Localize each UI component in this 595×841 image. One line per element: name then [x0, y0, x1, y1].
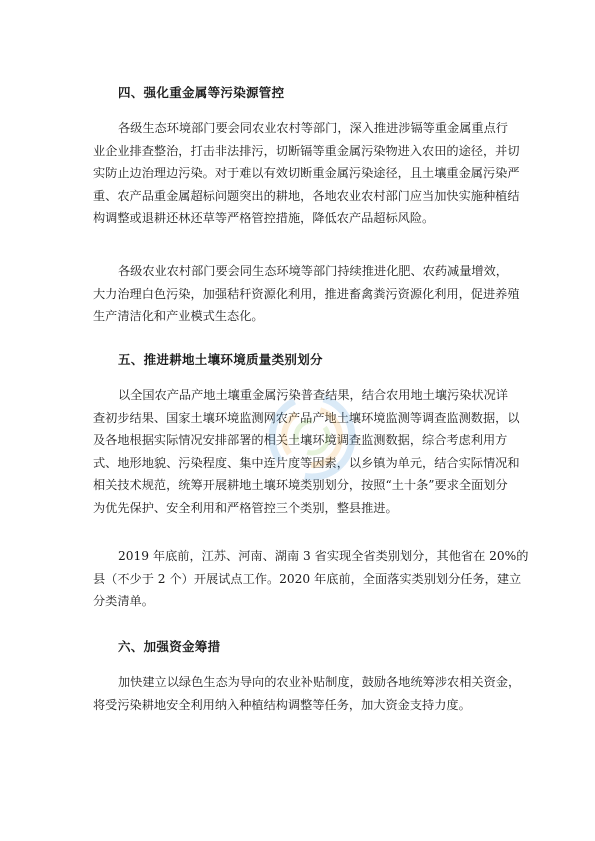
text-line: 各级农业农村部门要会同生态环境等部门持续推进化肥、农药减量增效，	[118, 264, 508, 278]
text-line: 分类清单。	[93, 594, 154, 609]
text-line: 式、地形地貌、污染程度、集中连片度等因素，以乡镇为单元，结合实际情况和	[93, 455, 520, 470]
text-line: 生产清洁化和产业模式生态化。	[93, 309, 264, 324]
text-line: 2019 年底前，江苏、河南、湖南 3 省实现全省类别划分，其他省在 20%的	[118, 549, 529, 563]
section-heading-4: 四、强化重金属等污染源管控	[118, 85, 285, 100]
text-line: 重、农产品重金属超标问题突出的耕地，各地农业农村部门应当加快实施种植结	[93, 188, 520, 203]
paragraph-6-1	[93, 671, 521, 716]
paragraph-4-2	[93, 260, 520, 328]
text-line: 加快建立以绿色生态为导向的农业补贴制度，鼓励各地统筹涉农相关资金，	[118, 675, 521, 689]
text-line: 相关技术规范，统筹开展耕地土壤环境类别划分，按照“土十条”要求全面划分	[93, 478, 508, 493]
text-line: 查初步结果、国家土壤环境监测网农产品产地土壤环境监测等调查监测数据，以	[93, 410, 520, 425]
section-heading-5: 五、推进耕地土壤环境质量类别划分	[118, 352, 323, 367]
text-line: 大力治理白色污染，加强秸秆资源化利用，推进畜禽粪污资源化利用，促进养殖	[93, 286, 520, 301]
section-heading-6: 六、加强资金筹措	[118, 639, 221, 654]
text-line: 业企业排查整治，打击非法排污，切断镉等重金属污染物进入农田的途径，并切	[93, 143, 520, 158]
text-line: 各级生态环境部门要会同农业农村等部门，深入推进涉镉等重金属重点行	[118, 121, 508, 135]
paragraph-4-1	[93, 117, 520, 230]
paragraph-5-2	[93, 545, 529, 613]
text-line: 以全国农产品产地土壤重金属污染普查结果，结合农用地土壤污染状况详	[118, 388, 508, 402]
text-line: 为优先保护、安全利用和严格管控三个类别，整县推进。	[93, 500, 398, 515]
text-line: 县（不少于 2 个）开展试点工作。2020 年底前，全面落实类别划分任务，建立	[93, 571, 522, 586]
text-line: 及各地根据实际情况安排部署的相关土壤环境调查监测数据，综合考虑利用方	[93, 433, 508, 448]
text-line: 构调整或退耕还林还草等严格管控措施，降低农产品超标风险。	[93, 211, 435, 226]
text-line: 将受污染耕地安全利用纳入种植结构调整等任务，加大资金支持力度。	[93, 697, 471, 712]
text-line: 实防止边治理边污染。对于难以有效切断重金属污染途径，且土壤重金属污染严	[93, 166, 520, 181]
paragraph-5-1	[93, 384, 520, 520]
